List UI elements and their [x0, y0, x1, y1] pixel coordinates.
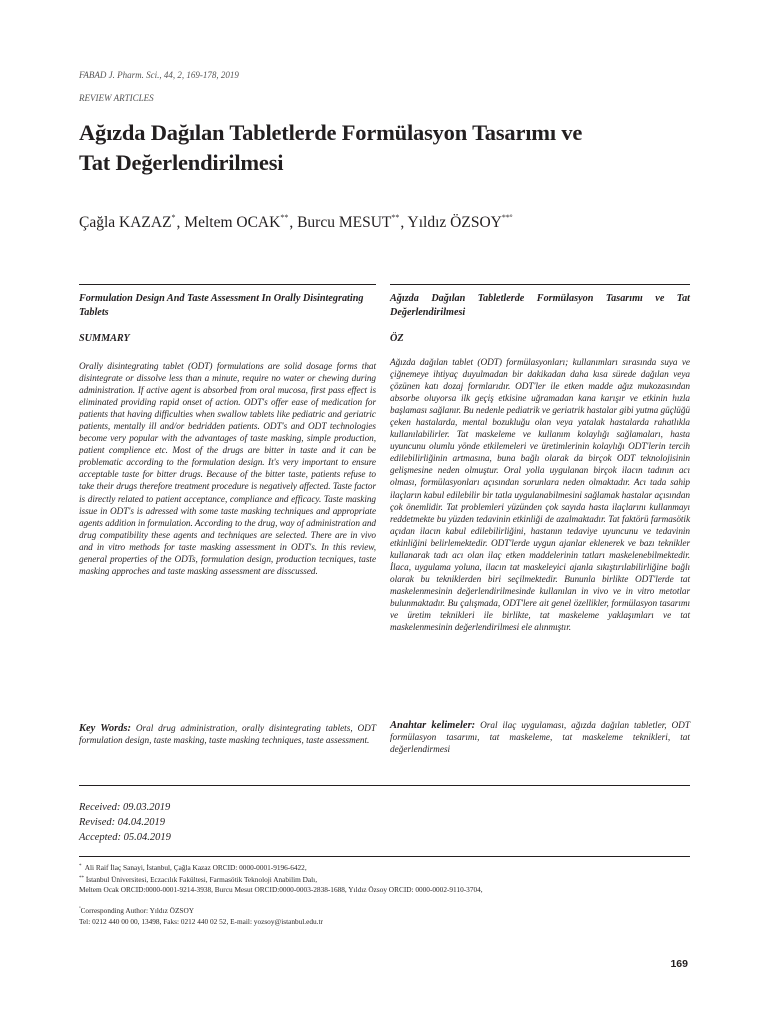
section-label: REVIEW ARTICLES	[79, 93, 154, 103]
english-summary-heading: SUMMARY	[79, 333, 130, 344]
article-title	[79, 118, 699, 178]
received-date: Received: 09.03.2019	[79, 802, 171, 813]
author-separator: ,	[289, 214, 298, 231]
turkish-summary-heading: ÖZ	[390, 333, 404, 344]
accepted-date: Accepted: 05.04.2019	[79, 832, 171, 843]
article-title-line-2: Tat Değerlendirilmesi	[79, 150, 284, 175]
abstract-bottom-rule	[79, 785, 690, 786]
article-title-line-1: Ağızda Dağılan Tabletlerde Formülasyon Tasarımı ve	[79, 120, 583, 145]
author-separator: ,	[176, 214, 185, 231]
affiliation-2-text: İstanbul Üniversitesi, Eczacılık Fakültesi, Farmasötik Teknoloji Anabilim Dalı,	[85, 874, 318, 884]
turkish-keywords	[390, 720, 690, 756]
page-number: 169	[670, 958, 688, 970]
corresponding-mark: º	[79, 907, 81, 912]
corresponding-author-line	[79, 905, 323, 917]
corresponding-author-name: Corresponding Author: Yıldız ÖZSOY	[80, 906, 194, 915]
contact-info: Tel: 0212 440 00 00, 13498, Faks: 0212 440 02 52, E-mail: yozsoy@istanbul.edu.tr	[79, 916, 323, 926]
affiliation-1-text: Ali Raif İlaç Sanayi, İstanbul, Çağla Kazaz ORCID: 0000-0001-9196-6422,	[84, 863, 307, 872]
turkish-column-top-rule	[390, 284, 690, 285]
english-abstract: Orally disintegrating tablet (ODT) formulations are solid dosage forms that disintegrate or dissolve less than a minute, require no water or chewing during administration. If active agent is absorbed from oral mucosa, first pass effect is eliminated providing rapid onset of action. ODT's offer ease of medication for patients that having difficulties when swallow tablets like pediatric and geriatric patients, mentally ill and/or bedridden patients. ODT's and ODT technologies become very popular with the advantages of taste masking, simple production, patient complience etc. Most of the drugs are bitter in taste and it can be problematic according to the formulation design. It's very important to ensure acceptable taste for bitter drugs. Because of the bitter taste, patients refuse to take their drugs therefore treatment procedure is negatively affected. Taste factor is directly related to patient acceptance, compliance and efficacy. Taste masking issue in ODT's is adressed with some taste masking techniques and appropriate agents addition in formulation. According to the drug, way of administration and drug compatibility these agents and techniques are selected. There are in vivo and in vitro methods for taste masking assessment in ODT's. In this review, general properties of the ODTs, formulation design, production tecniques, taste masking approches and taste masking assessment are disscussed.	[79, 362, 376, 577]
journal-reference: FABAD J. Pharm. Sci., 44, 2, 169-178, 2019	[79, 70, 239, 80]
author-name: Burcu MESUT	[297, 214, 392, 231]
article-dates	[79, 800, 171, 845]
author-affiliation-mark: *	[171, 213, 176, 222]
english-column-top-rule	[79, 284, 376, 285]
english-keywords	[79, 723, 376, 747]
turkish-keywords-label: Anahtar kelimeler:	[390, 720, 476, 731]
author-name: Yıldız ÖZSOY	[407, 214, 502, 231]
affiliation-orcids: Meltem Ocak ORCID:0000-0001-9214-3938, Burcu Mesut ORCID:0000-0003-2838-1688, Yıldız Özsoy ORCID: 0000-0002-9110-3704,	[79, 885, 483, 895]
affiliation-footnotes	[79, 862, 483, 896]
affiliation-mark: **	[79, 875, 84, 881]
author-affiliation-mark: **	[280, 213, 289, 222]
affiliation-1	[79, 862, 483, 874]
turkish-title: Ağızda Dağılan Tabletlerde Formülasyon Tasarımı ve Tat Değerlendirilmesi	[390, 293, 690, 318]
turkish-keywords-text: Oral ilaç uygulaması, ağızda dağılan tabletler, ODT formülasyon tasarımı, tat maskeleme, tat maskeleme teknikleri, tat değerlendirmesi	[390, 721, 691, 756]
english-keywords-label: Key Words:	[79, 723, 131, 734]
author-name: Çağla KAZAZ	[79, 214, 172, 231]
author-affiliation-mark: **º	[501, 213, 513, 222]
turkish-abstract: Ağızda dağılan tablet (ODT) formülasyonları; kullanımları sırasında suya ve çiğnemeye ihtiyaç duyulmadan bir dakikadan daha kısa sürede dağılan veya çözünen katı dozaj formlarıdır. ODT'ler ile etken madde ağız mukozasından absorbe oluyorsa ilk geçiş etkisine uğramadan kana karışır ve etkinin hızla başlaması sağlanır. Bu nedenle pediatrik ve geriatrik hastalar gibi yutma güçlüğü çeken hastalarda, mental bozukluğu olan veya yatalak hastalarda rahatlıkla kullanılabilirler. Tat maskeleme ve kullanım kolaylığı sağlamaları, hasta uyuncunu olumlu yönde etkilemeleri ve üretimlerinin kolaylığı ODT'lerin tercih edilebilirliğinin artmasına, buna bağlı olarak da birçok ODT teknolojisinin gelişmesine neden olmuştur. Oral yolla uygulanan birçok ilacın tadının acı olması, formülasyonları açısından sorunlara neden olmaktadır. Acı tada sahip ilaçların kabul edilebilir bir tatla uygulanabilmesini sağlamak hastalar açısından çok önemlidir. Tat problemleri yüzünden çok sayıda hasta ilaçlarını kullanmayı reddetmekte bu yüzden tedavinin etkinliği de azalmaktadır. Tat faktörü farmasötik açıdan ilacın kabul edilebilirliğini, hastanın tedaviye uyuncunu ve tedavinin etkinliğini belirlemektedir. ODT'lerde uygun ajanlar eklenerek ve bazı teknikler kullanarak tadı acı olan ilaç etken maddelerinin tatları maskelenebilmektedir. İlaca, uygulama yoluna, ilacın tat maskeleyici ajanla sıkıştırılabilirliğine bağlı olarak bu tekniklerden biri seçilmektedir. Bununla birlikte ODT'lerde tat maskelenmesinin değerlendirilmesinde kullanılan in vivo ve in vitro metotlar bulunmaktadır. Bu çalışmada, ODT'lere ait genel özellikler, formülasyon tasarımı ve üretim teknikleri ile birlikte, tat maskeleme yaklaşımları ve tat maskelenmesinin değerlendirilmesi ele alınmıştır.	[390, 358, 690, 634]
affiliation-mark: *	[79, 864, 82, 869]
corresponding-author	[79, 905, 323, 927]
revised-date: Revised: 04.04.2019	[79, 817, 166, 828]
english-keywords-text: Oral drug administration, orally disintegrating tablets, ODT formulation design, taste masking, taste masking techniques, taste assessment.	[79, 724, 376, 747]
author-affiliation-mark: **	[391, 213, 400, 222]
affiliation-2	[79, 874, 483, 886]
author-name: Meltem OCAK	[184, 214, 281, 231]
author-list	[79, 213, 513, 232]
footnote-rule	[79, 856, 690, 857]
author-separator: ,	[400, 214, 408, 231]
english-title: Formulation Design And Taste Assessment In Orally Disintegrating Tablets	[79, 293, 364, 318]
